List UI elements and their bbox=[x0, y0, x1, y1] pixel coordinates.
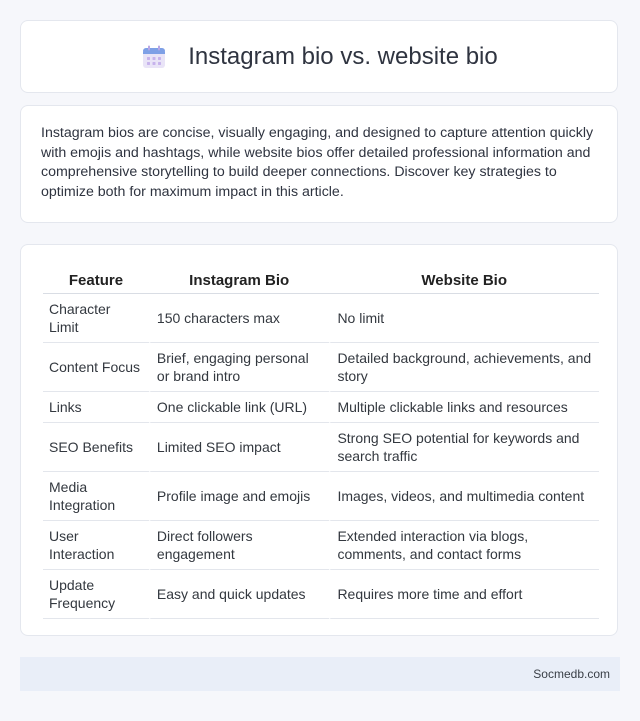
column-header-instagram-bio: Instagram Bio bbox=[149, 265, 330, 294]
instagram-bio-cell: 150 characters max bbox=[149, 294, 330, 343]
feature-cell: Update Frequency bbox=[43, 570, 149, 619]
instagram-bio-cell: Easy and quick updates bbox=[149, 570, 330, 619]
instagram-bio-cell: Profile image and emojis bbox=[149, 472, 330, 521]
website-bio-cell: No limit bbox=[329, 294, 599, 343]
feature-cell: User Interaction bbox=[43, 521, 149, 570]
feature-cell: Links bbox=[43, 392, 149, 423]
website-bio-cell: Detailed background, achievements, and story bbox=[329, 343, 599, 392]
instagram-bio-cell: Direct followers engagement bbox=[149, 521, 330, 570]
column-header-website-bio: Website Bio bbox=[329, 265, 599, 294]
feature-cell: Media Integration bbox=[43, 472, 149, 521]
website-bio-cell: Extended interaction via blogs, comments, and contact forms bbox=[329, 521, 599, 570]
footer-bar bbox=[20, 657, 620, 691]
intro-paragraph: Instagram bios are concise, visually engaging, and designed to capture attention quickly with emojis and hashtags, while website bios offer detailed professional information and comprehensive storytelling to build deeper connections. Discover key strategies to optimize both for maximum impact in this article. bbox=[41, 125, 594, 200]
table-card bbox=[20, 244, 618, 636]
table-row bbox=[43, 423, 599, 472]
website-bio-cell: Multiple clickable links and resources bbox=[329, 392, 599, 423]
page-title: Instagram bio vs. website bio bbox=[188, 42, 498, 70]
feature-cell: Character Limit bbox=[43, 294, 149, 343]
footer-source: Socmedb.com bbox=[533, 667, 610, 681]
calendar-icon bbox=[140, 43, 168, 71]
comparison-table bbox=[43, 265, 599, 619]
instagram-bio-cell: Limited SEO impact bbox=[149, 423, 330, 472]
title-wrap bbox=[140, 43, 497, 71]
feature-cell: SEO Benefits bbox=[43, 423, 149, 472]
column-header-feature: Feature bbox=[43, 265, 149, 294]
table-row bbox=[43, 472, 599, 521]
table-row bbox=[43, 294, 599, 343]
feature-cell: Content Focus bbox=[43, 343, 149, 392]
table-row bbox=[43, 343, 599, 392]
website-bio-cell: Strong SEO potential for keywords and search traffic bbox=[329, 423, 599, 472]
instagram-bio-cell: One clickable link (URL) bbox=[149, 392, 330, 423]
table-row bbox=[43, 392, 599, 423]
website-bio-cell: Requires more time and effort bbox=[329, 570, 599, 619]
table-row bbox=[43, 521, 599, 570]
table-row bbox=[43, 570, 599, 619]
title-card bbox=[20, 20, 618, 93]
website-bio-cell: Images, videos, and multimedia content bbox=[329, 472, 599, 521]
instagram-bio-cell: Brief, engaging personal or brand intro bbox=[149, 343, 330, 392]
table-header-row bbox=[43, 265, 599, 294]
intro-card bbox=[20, 105, 618, 223]
